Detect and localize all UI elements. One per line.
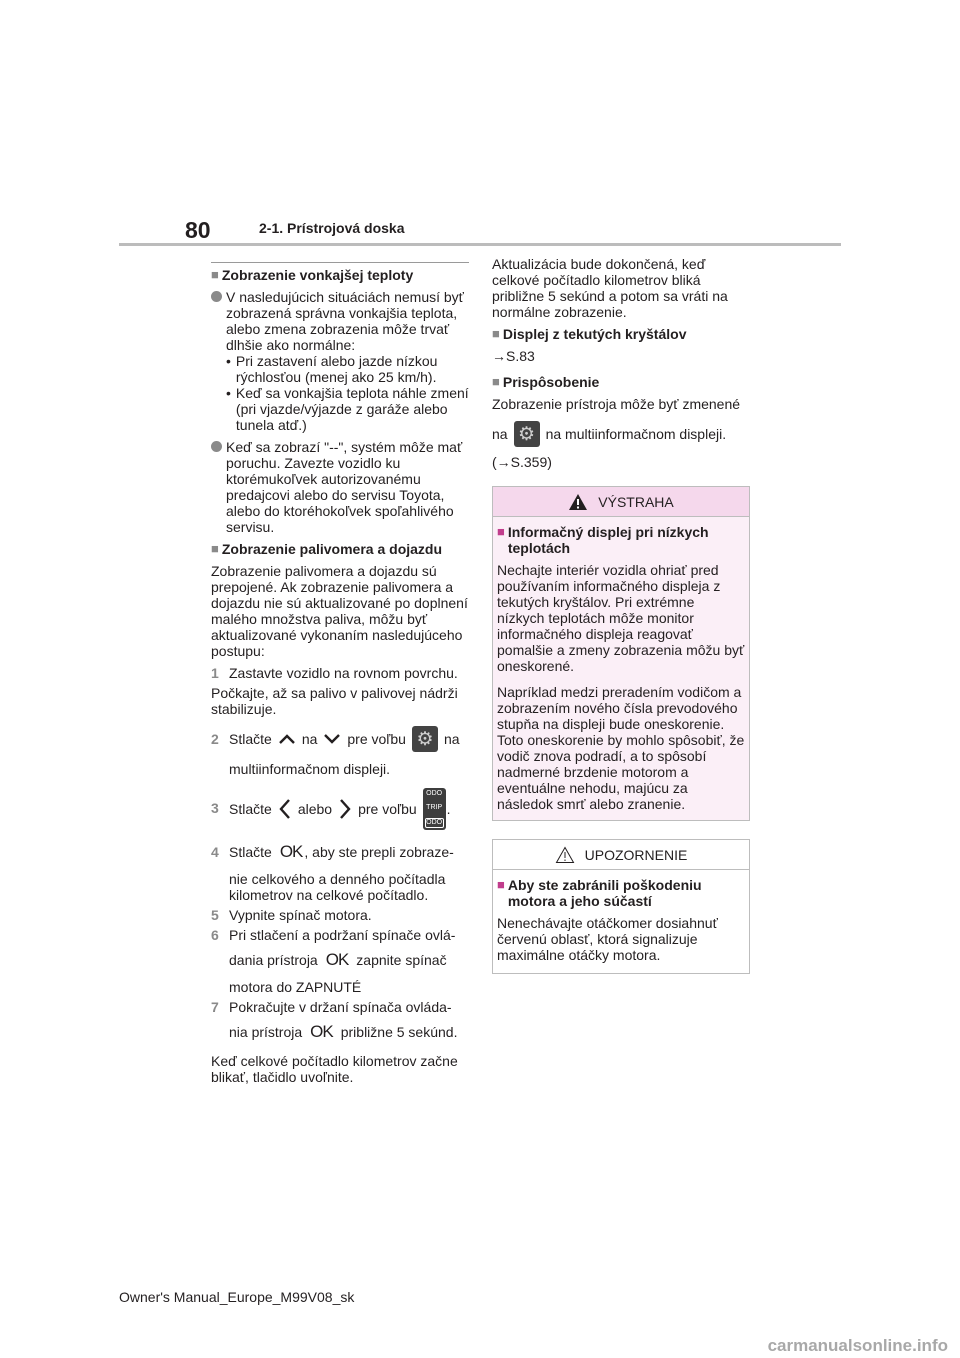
bullet-item <box>211 439 469 535</box>
odo-trip-icon <box>423 788 446 830</box>
square-bullet-icon: ■ <box>497 877 505 892</box>
sub-text: Keď sa vonkajšia teplota náhle zmení (pri vjazde/výjazde z garáže alebo tunela atď.) <box>235 385 469 433</box>
page-number: 80 <box>185 217 211 243</box>
step-text: pre voľbu <box>347 731 406 747</box>
ok-button-icon: OK <box>279 842 303 861</box>
header-rule <box>119 243 841 246</box>
custom-text: na <box>492 426 508 442</box>
step-text: multiinformačnom displeji. <box>229 761 391 777</box>
square-bullet-icon: ■ <box>211 267 219 282</box>
step-number: 7 <box>211 999 219 1015</box>
wait-text: Počkajte, až sa palivo v palivovej nádrži stabilizuje. <box>211 685 458 717</box>
gear-icon: ⚙ <box>514 421 540 447</box>
step-text: približne 5 sekúnd. <box>340 1024 458 1040</box>
notice-header <box>493 840 749 870</box>
step-text: na <box>301 731 318 747</box>
heading-text: Zobrazenie vonkajšej teploty <box>221 267 414 283</box>
notice-paragraph: Nenechávajte otáčkomer dosiahnuť červenú oblasť, ktorá signalizuje maximálne otáčky motora. <box>497 915 718 963</box>
step-number: 2 <box>211 731 219 747</box>
step-text: dania prístroja <box>229 952 318 968</box>
chevron-right-icon <box>338 798 352 820</box>
heading-text: Zobrazenie palivomera a dojazdu <box>221 541 443 557</box>
warning-title: VÝSTRAHA <box>598 493 674 510</box>
footer-text: Owner's Manual_Europe_M99V08_sk <box>119 1289 355 1305</box>
step-4 <box>211 837 469 903</box>
sub-item: • Keď sa vonkajšia teplota náhle zmení (pri vjazde/výjazde z garáže alebo tunela atď.) <box>226 385 469 433</box>
fuel-heading <box>211 541 469 557</box>
step-text: nie celkového a denného počítadla kilometrov na celkové počítadlo. <box>229 871 446 903</box>
notice-box <box>492 839 750 974</box>
custom-line <box>492 418 750 450</box>
notice-heading <box>497 877 745 909</box>
custom-text: na multiinformačnom displeji. <box>545 426 727 442</box>
section-title: 2-1. Prístrojová doska <box>259 220 405 236</box>
step-7 <box>211 999 469 1049</box>
chevron-down-icon <box>323 733 341 745</box>
step-number: 1 <box>211 665 219 681</box>
outside-temp-heading <box>211 267 469 283</box>
bullet-text: Keď sa zobrazí "--", systém môže mať poruchu. Zavezte vozidlo ku ktorémukoľvek autorizovanému predajcovi alebo do servisu Toyota, alebo do ktoréhokoľvek spoľahlivého servisu. <box>226 439 463 535</box>
square-bullet-icon: ■ <box>497 524 505 539</box>
step-3 <box>211 787 469 831</box>
odo-label: ODO <box>426 790 443 797</box>
step-text: nia prístroja <box>229 1024 303 1040</box>
step-text: . <box>446 801 451 817</box>
warning-paragraph: Nechajte interiér vozidla ohriať pred používaním informačného displeja z tekutých kryštálov. Pri extrémne nízkych teplotách môže monitor informačného displeja reagovať pomalšie a zmeny zobrazenia môžu byť oneskorené. <box>497 562 745 674</box>
step-6 <box>211 927 469 995</box>
round-bullet-icon <box>211 441 222 452</box>
step-5 <box>211 907 469 923</box>
step-number: 4 <box>211 844 219 860</box>
chevron-up-icon <box>278 733 296 745</box>
step-text: , aby ste prepli zobraze- <box>304 844 454 860</box>
notice-triangle-icon <box>555 846 575 864</box>
step-text: motora do ZAPNUTÉ <box>229 979 362 995</box>
notice-title: UPOZORNENIE <box>584 846 688 863</box>
watermark: carmanualsonline.info <box>767 1336 948 1355</box>
ok-button-icon: OK <box>325 950 349 969</box>
heading-text: Aby ste zabránili poškodeniu motora a jeho súčastí <box>507 877 702 909</box>
warning-heading <box>497 524 745 556</box>
section-rule <box>211 262 469 263</box>
bullet-item <box>211 289 469 433</box>
ok-button-icon: OK <box>310 1022 333 1041</box>
lcd-heading <box>492 326 750 342</box>
heading-text: Prispôsobenie <box>502 374 600 390</box>
square-bullet-icon: ■ <box>492 326 500 341</box>
sub-text: Pri zastavení alebo jazde nízkou rýchlosťou (menej ako 25 km/h). <box>235 353 438 385</box>
custom-heading <box>492 374 750 390</box>
right-column <box>492 256 750 974</box>
warning-box <box>492 486 750 821</box>
step-1 <box>211 665 469 681</box>
chevron-left-icon <box>278 798 292 820</box>
step-text: Pokračujte v držaní spínača ovláda- <box>229 999 452 1015</box>
step-text: alebo <box>297 801 333 817</box>
bullet-text: V nasledujúcich situáciách nemusí byť zobrazená správna vonkajšia teplota, alebo zmena zobrazenia môže trvať dlhšie ako normálne: <box>226 289 464 353</box>
step-text: na <box>443 731 460 747</box>
step-text: Zastavte vozidlo na rovnom povrchu. <box>229 665 458 681</box>
heading-text: Informačný displej pri nízkych teplotách <box>507 524 709 556</box>
fuel-outro: Keď celkové počítadlo kilometrov začne blikať, tlačidlo uvoľnite. <box>211 1053 458 1085</box>
step-text: Pri stlačení a podržaní spínače ovlá- <box>229 927 456 943</box>
round-bullet-icon <box>211 291 222 302</box>
step-text: Stlačte <box>229 731 272 747</box>
warning-header <box>493 487 749 517</box>
square-bullet-icon: ■ <box>492 374 500 389</box>
step-number: 5 <box>211 907 219 923</box>
odo-label: ODO <box>426 819 443 826</box>
step-number: 6 <box>211 927 219 943</box>
heading-text: Displej z tekutých kryštálov <box>502 326 687 342</box>
sub-item: • Pri zastavení alebo jazde nízkou rýchlosťou (menej ako 25 km/h). <box>226 353 469 385</box>
gear-icon: ⚙ <box>412 726 438 752</box>
warning-paragraph: Napríklad medzi preradením vodičom a zobrazením nového čísla prevodového stupňa na displeji bude oneskorenie. Toto oneskorenie by mohlo spôsobiť, že vodič znova podradí, a to spôsobí nadmerné brzdenie motorom a eventuálne nehodu, majúcu za následok smrť alebo zranenie. <box>497 684 745 812</box>
step-text: Stlačte <box>229 801 272 817</box>
warning-triangle-icon <box>568 493 588 511</box>
step-text: Vypnite spínač motora. <box>229 907 372 923</box>
update-done-text: Aktualizácia bude dokončená, keď celkové počítadlo kilometrov bliká približne 5 sekúnd a potom sa vráti na normálne zobrazenie. <box>492 256 728 320</box>
step-text: pre voľbu <box>358 801 417 817</box>
left-column <box>211 262 469 1091</box>
lcd-page-ref[interactable]: →S.83 <box>492 348 535 364</box>
trip-label: TRIP <box>426 804 443 811</box>
square-bullet-icon: ■ <box>211 541 219 556</box>
step-2 <box>211 723 469 777</box>
step-number: 3 <box>211 800 219 816</box>
step-text: Stlačte <box>229 844 272 860</box>
custom-page-ref[interactable]: (→S.359) <box>492 454 552 470</box>
step-text: zapnite spínač <box>356 952 447 968</box>
fuel-intro: Zobrazenie palivomera a dojazdu sú prepojené. Ak zobrazenie palivomera a dojazdu nie sú aktualizované po doplnení malého množstva paliva, môžu byť aktualizované vykonaním nasledujúceho postupu: <box>211 563 468 659</box>
custom-text: Zobrazenie prístroja môže byť zmenené <box>492 396 741 412</box>
